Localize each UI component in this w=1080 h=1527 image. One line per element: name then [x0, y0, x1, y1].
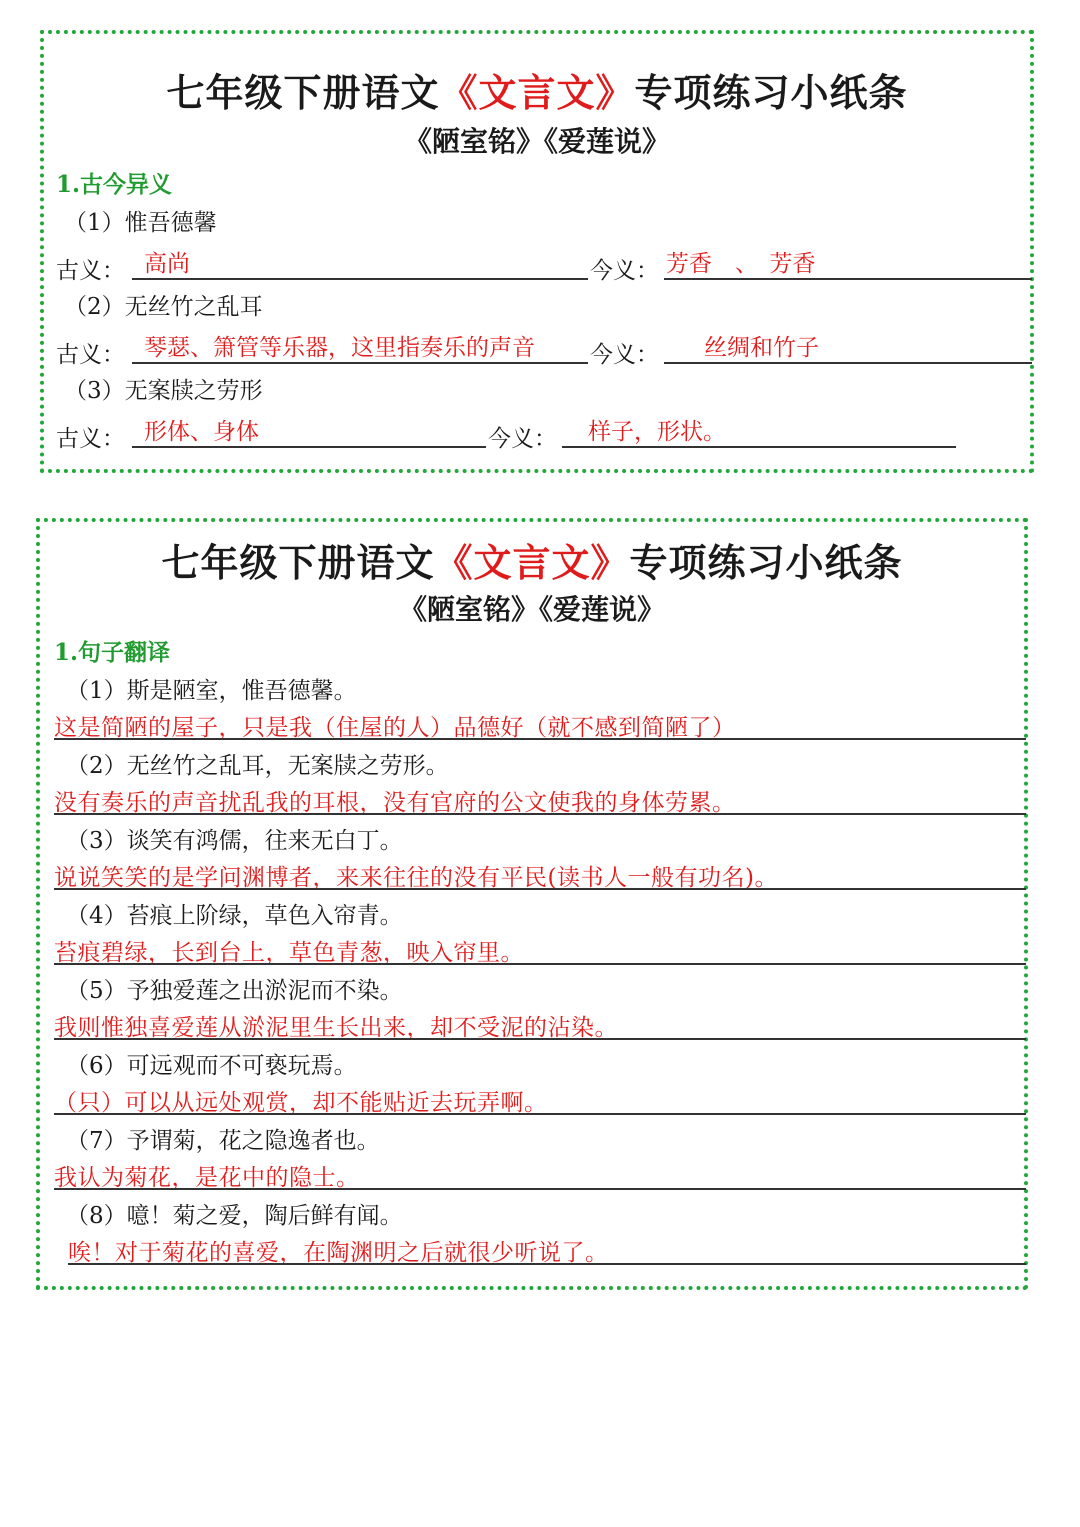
- new-meaning-answer: 丝绸和竹子: [664, 334, 1032, 364]
- sentence-prompt: （5）予独爱莲之出淤泥而不染。: [66, 978, 403, 1004]
- title-highlight: 《文言文》: [434, 541, 630, 585]
- sentence-translation: 我认为菊花，是花中的隐士。: [54, 1165, 360, 1191]
- old-meaning-answer: 形体、身体: [132, 418, 486, 448]
- answer-underline: [54, 1038, 1026, 1040]
- old-meaning-answer: 高尚: [132, 250, 588, 280]
- vocab-card: [40, 30, 1034, 473]
- old-meaning-label: 古义：: [56, 258, 125, 284]
- answer-underline: [68, 1263, 1026, 1265]
- title-prefix: 七年级下册语文: [166, 71, 440, 115]
- sentence-translation: 我则惟独喜爱莲从淤泥里生长出来，却不受泥的沾染。: [54, 1015, 618, 1041]
- item-prompt: （1）惟吾德馨: [64, 210, 217, 236]
- title-suffix: 专项练习小纸条: [634, 71, 908, 115]
- sentence-prompt: （4）苔痕上阶绿，草色入帘青。: [66, 903, 403, 929]
- old-meaning-label: 古义：: [56, 342, 125, 368]
- sentence-translation: 苔痕碧绿，长到台上，草色青葱，映入帘里。: [54, 940, 524, 966]
- old-meaning-answer: 琴瑟、箫管等乐器，这里指奏乐的声音: [132, 334, 588, 364]
- section-heading: 1.句子翻译: [54, 639, 171, 666]
- answer-underline: [54, 813, 1026, 815]
- sentence-prompt: （7）予谓菊，花之隐逸者也。: [66, 1128, 380, 1154]
- section-heading: 1.古今异义: [56, 171, 173, 198]
- card-subtitle: 《陋室铭》《爱莲说》: [398, 593, 665, 626]
- sentence-translation: 说说笑笑的是学问渊博者，来来往往的没有平民(读书人一般有功名)。: [54, 865, 778, 891]
- answer-underline: [54, 888, 1026, 890]
- old-meaning-label: 古义：: [56, 426, 125, 452]
- sentence-translation: 没有奏乐的声音扰乱我的耳根，没有官府的公文使我的身体劳累。: [54, 790, 736, 816]
- translation-card: [36, 518, 1028, 1290]
- new-meaning-label: 今义：: [590, 342, 659, 368]
- title-prefix: 七年级下册语文: [161, 541, 435, 585]
- item-prompt: （2）无丝竹之乱耳: [64, 294, 263, 320]
- sentence-translation: 唉！对于菊花的喜爱，在陶渊明之后就很少听说了。: [68, 1240, 609, 1266]
- sentence-translation: 这是简陋的屋子，只是我（住屋的人）品德好（就不感到简陋了）: [54, 715, 736, 741]
- new-meaning-answer: 样子，形状。: [562, 418, 956, 448]
- sentence-prompt: （2）无丝竹之乱耳，无案牍之劳形。: [66, 753, 449, 779]
- new-meaning-label: 今义：: [488, 426, 557, 452]
- item-prompt: （3）无案牍之劳形: [64, 378, 263, 404]
- new-meaning-answer: 芳香 、 芳香: [664, 250, 1032, 280]
- new-meaning-label: 今义：: [590, 258, 659, 284]
- card-title: [44, 62, 1030, 117]
- card-title: [40, 532, 1024, 587]
- sentence-prompt: （1）斯是陋室，惟吾德馨。: [66, 678, 357, 704]
- card-subtitle: 《陋室铭》《爱莲说》: [403, 125, 670, 158]
- answer-underline: [54, 1113, 1026, 1115]
- answer-underline: [54, 963, 1026, 965]
- title-suffix: 专项练习小纸条: [629, 541, 903, 585]
- sentence-prompt: （3）谈笑有鸿儒，往来无白丁。: [66, 828, 403, 854]
- answer-underline: [54, 738, 1026, 740]
- sentence-prompt: （8）噫！菊之爱，陶后鲜有闻。: [66, 1203, 403, 1229]
- sentence-translation: （只）可以从远处观赏，却不能贴近去玩弄啊。: [54, 1090, 548, 1116]
- answer-underline: [54, 1188, 1026, 1190]
- sentence-prompt: （6）可远观而不可亵玩焉。: [66, 1053, 357, 1079]
- title-highlight: 《文言文》: [439, 71, 635, 115]
